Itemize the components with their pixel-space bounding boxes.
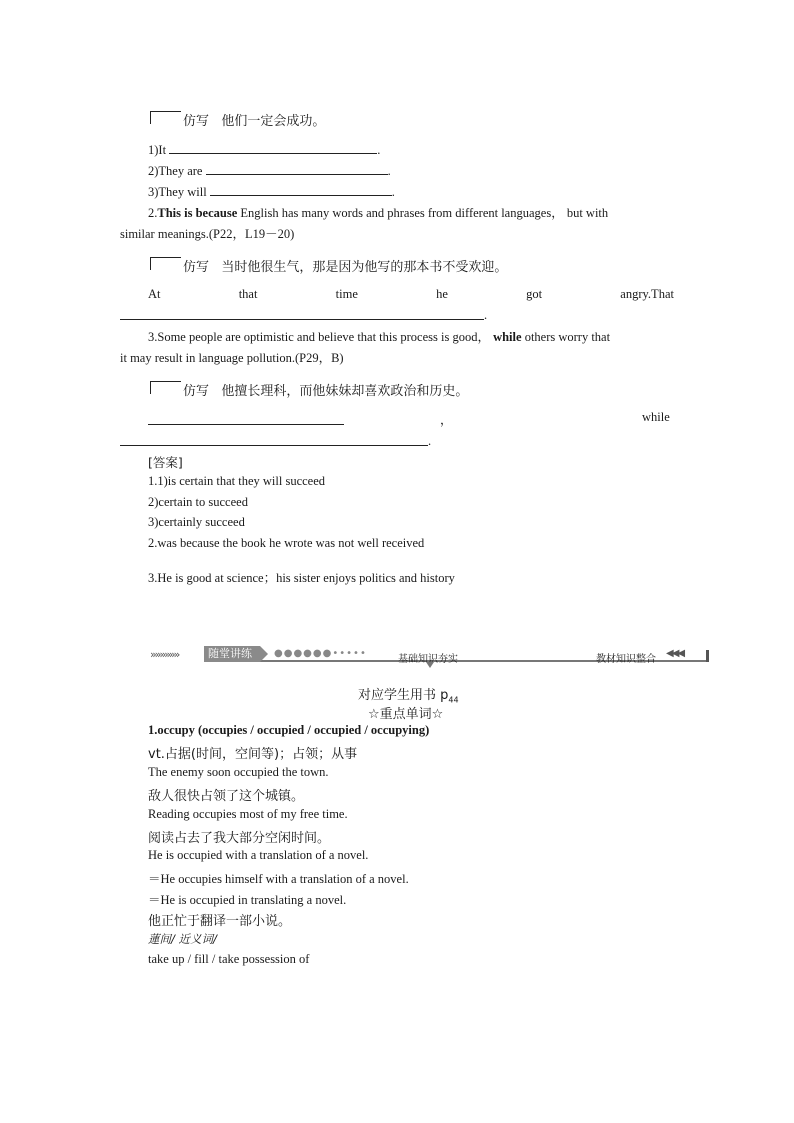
answer-5: 3.He is good at science；his sister enjoys politics and history: [148, 571, 455, 585]
sentence-2: 2.This is because English has many words and phrases from different languages， but with: [148, 206, 609, 220]
banner-label-textbook: 教材知识整合: [596, 654, 656, 665]
answer-2: 2)certain to succeed: [148, 495, 248, 509]
example-3-alt-2: ＝He is occupied in translating a novel.: [148, 893, 347, 907]
arrow-left-icon: ◀◀◀: [666, 648, 684, 659]
blank-1[interactable]: [169, 141, 377, 154]
answer-1: 1.1)is certain that they will succeed: [148, 474, 326, 488]
banner-tag: 随堂讲练: [204, 646, 260, 662]
example-3-alt-1: ＝He occupies himself with a translation of a novel.: [148, 872, 409, 886]
answer-line-3b[interactable]: [120, 445, 428, 446]
answer-4: 2.was because the book he wrote was not well received: [148, 536, 425, 550]
imitation-heading-3: 仿写 他擅长理科，而他妹妹却喜欢政治和历史。: [150, 380, 468, 399]
answers-heading: [答案]: [148, 455, 183, 470]
section-banner: [150, 646, 710, 664]
answer-line-3a[interactable]: [148, 424, 344, 425]
example-1-en: The enemy soon occupied the town.: [148, 765, 329, 779]
triangle-down-icon: [426, 662, 434, 668]
imitation-heading-2: 仿写 当时他很生气，那是因为他写的那本书不受欢迎。: [150, 256, 507, 275]
translation-line-2: At that time he got angry.That: [148, 287, 674, 301]
sentence-3: 3.Some people are optimistic and believe that this process is good， while others worry that: [148, 330, 611, 344]
fill-line-3: 3)They will .: [148, 185, 395, 199]
banner-label-basic: 基础知识夯实: [398, 654, 458, 665]
sentence-3-cont: it may result in language pollution.(P29，B): [120, 351, 344, 365]
fill-line-2: 2)They are .: [148, 164, 391, 178]
answer-line-2[interactable]: [120, 319, 484, 320]
imitation-heading-1: 仿写 他们一定会成功。: [150, 110, 325, 129]
answer-3: 3)certainly succeed: [148, 515, 245, 529]
section-title: ☆重点单词☆: [368, 707, 444, 722]
bracket-mark-icon: [150, 381, 181, 394]
synonym-label: 蓮间/ 近义词/: [148, 932, 217, 946]
blank-3[interactable]: [210, 183, 392, 196]
example-2-cn: 阅读占去了我大部分空闲时间。: [148, 831, 331, 846]
blank-2[interactable]: [206, 162, 388, 175]
part-of-speech: vt.占据(时间，空间等)；占领；从事: [148, 747, 358, 762]
example-1-cn: 敌人很快占领了这个城镇。: [148, 789, 305, 804]
bracket-mark-icon: [150, 257, 181, 270]
headword-occupy: 1.occupy (occupies / occupied / occupied / occupying): [148, 723, 430, 737]
banner-endbar: [706, 650, 709, 662]
example-2-en: Reading occupies most of my free time.: [148, 807, 348, 821]
book-reference: 对应学生用书 $p_{44}$: [358, 688, 459, 705]
dots-decoration-icon: ●●●●●●•••••: [274, 648, 367, 659]
example-3-en: He is occupied with a translation of a novel.: [148, 848, 369, 862]
sentence-2-cont: similar meanings.(P22，L19－20): [120, 227, 295, 241]
fill-line-1: 1)It .: [148, 143, 381, 157]
synonym-list: take up / fill / take possession of: [148, 952, 310, 966]
example-3-cn: 他正忙于翻译一部小说。: [148, 914, 292, 929]
bracket-mark-icon: [150, 111, 181, 124]
chevron-right-icon: »»»»»»: [150, 648, 179, 661]
